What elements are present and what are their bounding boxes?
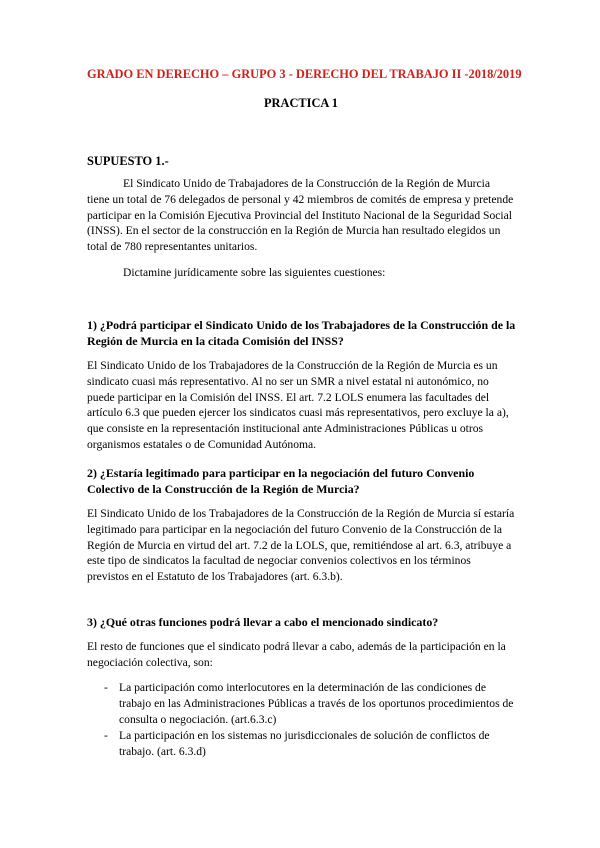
list-item-text: La participación como interlocutores en la determinación de las condiciones de trabajo en las Administraciones Públicas a través de los oportunos procedimientos de consulta o negociación. (art.6.3.c) bbox=[119, 681, 514, 726]
answer-3: El resto de funciones que el sindicato podrá llevar a cabo, además de la participación en la negociación colectiva, son: bbox=[87, 640, 506, 669]
answer-1: El Sindicato Unido de los Trabajadores de la Construcción de la Región de Murcia es un sindicato cuasi más representativo. Al no ser un SMR a nivel estatal ni autonómico, no puede participar en la Comisión del INSS. El art. 7.2 LOLS enumera las facultades del artículo 6.3 que pueden ejercer los sindicatos cuasi más representativos, pero excluye la a), que consiste en la representación institucional ante Administraciones Públicas u otros organismos estatales o de Comunidad Autónoma. bbox=[87, 359, 509, 451]
intro-paragraph: El Sindicato Unido de Trabajadores de la Construcción de la Región de Murcia tiene un total de 76 delegados de personal y 42 miembros de comités de empresa y pretende participar en la Comisión Ejecutiva Provincial del Instituto Nacional de la Seguridad Social (INSS). En el sector de la construcción en la Región de Murcia han resultado elegidos un total de 780 representantes unitarios. bbox=[87, 177, 514, 254]
question-2: 2) ¿Estaría legitimado para participar en la negociación del futuro Convenio Colectivo de la Construcción de la Región de Murcia? bbox=[87, 466, 475, 496]
list-item-text: La participación en los sistemas no jurisdiccionales de solución de conflictos de trabajo. (art. 6.3.d) bbox=[119, 729, 490, 759]
question-1: 1) ¿Podrá participar el Sindicato Unido de los Trabajadores de la Construcción de la Región de Murcia en la citada Comisión del INSS? bbox=[87, 318, 516, 348]
practice-title: PRACTICA 1 bbox=[263, 96, 338, 110]
question-3: 3) ¿Qué otras funciones podrá llevar a cabo el mencionado sindicato? bbox=[87, 615, 439, 629]
section-heading: SUPUESTO 1.- bbox=[87, 154, 169, 168]
answer-2: El Sindicato Unido de los Trabajadores de la Construcción de la Región de Murcia sí estaría legitimado para participar en la negociación del futuro Convenio de la Construcción de la Región de Murcia en virtud del art. 7.2 de la LOLS, que, remitiéndose al art. 6.3, atribuye a este tipo de sindicatos la facultad de negociar convenios colectivos en los términos previstos en el Estatuto de los Trabajadores (art. 6.3.b). bbox=[87, 507, 515, 584]
list-item bbox=[87, 680, 515, 727]
bullet-dash: - bbox=[104, 729, 108, 743]
instruction-paragraph: Dictamine jurídicamente sobre las siguientes cuestiones: bbox=[123, 266, 386, 279]
list-item bbox=[87, 728, 515, 760]
functions-list bbox=[87, 680, 515, 761]
document-title: GRADO EN DERECHO – GRUPO 3 - DERECHO DEL TRABAJO II -2018/2019 bbox=[87, 67, 522, 81]
bullet-dash: - bbox=[104, 681, 108, 694]
